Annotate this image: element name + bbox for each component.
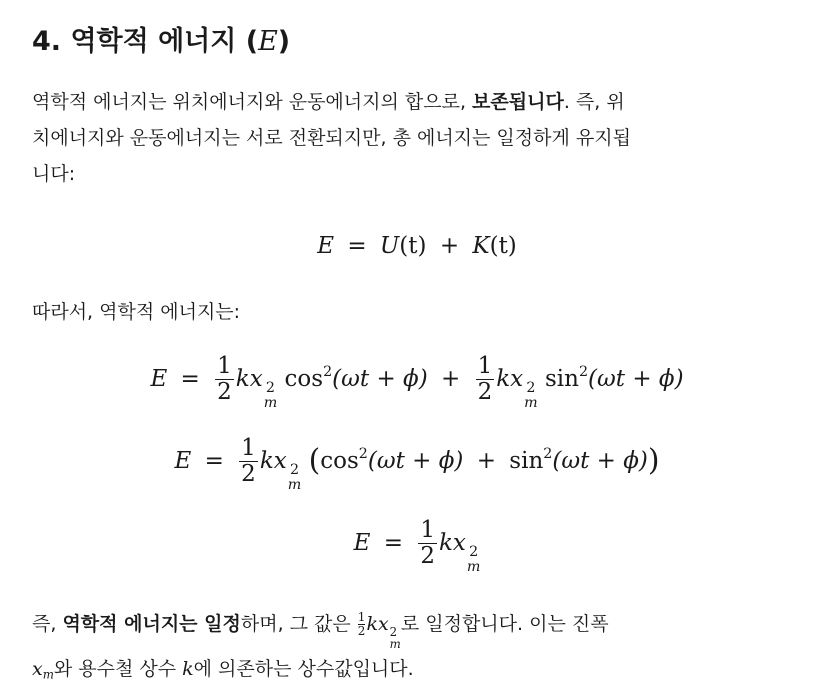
section-heading — [32, 22, 290, 62]
para3-k: k — [182, 657, 194, 680]
eq4-num: 1 — [420, 517, 435, 543]
para3-sup: 2 — [389, 625, 398, 639]
para2-text: 따라서, 역학적 에너지는: — [32, 301, 241, 323]
eq2-sup: 2 — [265, 379, 275, 396]
para3-text-a: 즉, — [32, 613, 63, 635]
eq4-sup: 2 — [469, 543, 479, 560]
eq3-den: 2 — [241, 461, 256, 488]
eq3-lhs: E — [174, 447, 192, 474]
eq3-equals: = — [204, 447, 224, 474]
eq3-plus: + — [476, 447, 496, 474]
eq2-den: 2 — [217, 379, 232, 406]
equation-factored — [32, 436, 802, 493]
para3-supsub — [390, 626, 401, 651]
eq2-supsub — [264, 381, 278, 411]
eq3-num: 1 — [241, 435, 256, 461]
eq1-arg1: (t) — [399, 233, 427, 259]
eq2-kx-2: kx — [496, 365, 524, 392]
eq3-sub: m — [287, 476, 302, 493]
eq4-den: 2 — [420, 543, 435, 570]
eq4-kx: kx — [438, 529, 466, 556]
para3-x-sub: m — [42, 667, 54, 682]
eq3-cos-arg: (ωt + ϕ) — [367, 447, 464, 474]
eq3-sin: sin — [509, 447, 544, 474]
eq3-fraction — [239, 436, 258, 488]
heading-var: E — [258, 26, 278, 57]
para1-text-b: . 즉, 위 — [563, 91, 625, 113]
eq2-fraction — [215, 354, 234, 406]
para1-bold: 보존됩니다 — [472, 91, 564, 113]
para3-fraction — [358, 611, 366, 637]
eq1-plus: + — [439, 233, 460, 259]
eq1-arg2: (t) — [489, 233, 517, 259]
eq4-fraction — [418, 518, 437, 570]
eq1-u: U — [379, 233, 400, 259]
eq4-equals: = — [383, 529, 403, 556]
equation-total-energy — [32, 228, 802, 264]
eq3-cos: cos — [320, 447, 359, 474]
eq2-equals: = — [180, 365, 200, 392]
eq3-supsub — [288, 463, 302, 493]
eq2-fraction-2 — [476, 354, 495, 406]
eq2-kx: kx — [235, 365, 263, 392]
para3-text-d: 와 용수철 상수 — [53, 657, 183, 680]
para3-text-c: 로 일정합니다. 이는 진폭 — [400, 613, 609, 635]
eq2-sub-2: m — [524, 394, 538, 411]
eq2-den-2: 2 — [477, 379, 493, 406]
eq3-sin-sup: 2 — [543, 445, 553, 462]
eq3-sup: 2 — [289, 461, 300, 478]
eq2-sub: m — [263, 394, 278, 411]
para3-bold: 역학적 에너지는 일정 — [62, 613, 241, 635]
eq3-open-paren: ( — [308, 443, 321, 479]
eq2-supsub-2 — [524, 381, 538, 411]
eq1-k: K — [472, 233, 490, 259]
heading-prefix: 4. 역학적 에너지 ( — [32, 26, 259, 57]
eq2-lhs: E — [150, 365, 168, 392]
eq1-lhs: E — [317, 233, 334, 259]
eq2-num: 1 — [217, 353, 232, 379]
equation-expanded — [32, 354, 802, 411]
eq2-sup-2: 2 — [526, 379, 536, 396]
eq3-cos-sup: 2 — [358, 445, 368, 462]
eq2-num-2: 1 — [477, 353, 493, 379]
eq2-cos: cos — [284, 365, 324, 392]
para3-sub: m — [389, 637, 401, 652]
eq3-close-paren: ) — [647, 443, 660, 479]
eq4-supsub — [467, 545, 481, 575]
para3-frac-den: 2 — [357, 624, 366, 638]
eq3-kx: kx — [259, 447, 287, 474]
para1-text-a: 역학적 에너지는 위치에너지와 운동에너지의 합으로, — [32, 91, 473, 113]
eq2-sin-sup: 2 — [578, 363, 589, 380]
equation-result — [32, 518, 802, 575]
para3-text-e: 에 의존하는 상수값입니다. — [193, 657, 414, 680]
eq2-sin: sin — [544, 365, 579, 392]
paragraph-therefore — [32, 294, 802, 330]
eq4-sub: m — [466, 558, 481, 575]
para1-line2: 치에너지와 운동에너지는 서로 전환되지만, 총 에너지는 일정하게 유지됩 — [32, 127, 631, 149]
eq2-sin-arg: (ωt + ϕ) — [588, 365, 684, 392]
para3-x: x — [32, 657, 43, 680]
paragraph-conclusion — [32, 606, 802, 687]
para3-frac-num: 1 — [357, 610, 366, 625]
eq2-plus: + — [440, 365, 461, 392]
eq4-lhs: E — [353, 529, 371, 556]
paragraph-intro — [32, 84, 802, 192]
eq2-cos-sup: 2 — [323, 363, 333, 380]
eq2-cos-arg: (ωt + ϕ) — [332, 365, 428, 392]
para3-kx: kx — [366, 613, 389, 635]
eq3-sin-arg: (ωt + ϕ) — [552, 447, 648, 474]
eq1-equals: = — [347, 233, 367, 259]
para1-line3: 니다: — [32, 163, 76, 185]
heading-suffix: ) — [277, 26, 291, 57]
para3-text-b: 하며, 그 값은 — [240, 613, 357, 635]
